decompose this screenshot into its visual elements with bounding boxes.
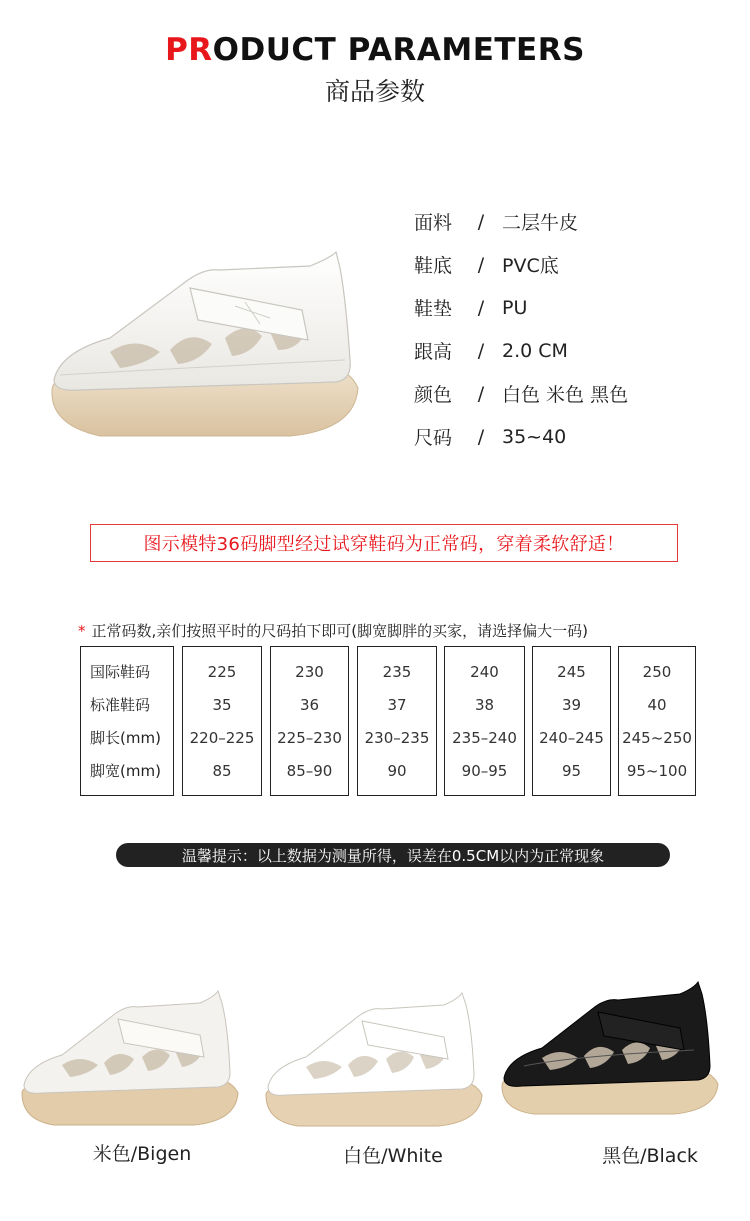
param-key: 鞋底: [414, 255, 453, 277]
param-row-size: [414, 415, 628, 458]
param-key: 跟高: [414, 341, 453, 363]
param-separator: /: [477, 425, 485, 448]
size-cell: 85–90: [286, 761, 333, 780]
size-cell: 40: [647, 695, 667, 714]
title-accent: PR: [165, 32, 213, 68]
variant-shoe-black-image: [494, 966, 724, 1116]
param-key: 鞋垫: [414, 298, 453, 320]
size-column-240: [444, 646, 525, 796]
size-cell: 95~100: [626, 761, 688, 780]
row-label: 标准鞋码: [90, 695, 151, 714]
size-cell: 225–230: [277, 728, 342, 747]
hero-shoe-image: [40, 240, 380, 450]
title-rest: ODUCT PARAMETERS: [212, 32, 585, 68]
param-value: PU: [502, 296, 528, 319]
row-label: 脚宽(mm): [90, 761, 161, 780]
page-title: [0, 32, 750, 68]
row-label: 脚长(mm): [90, 728, 161, 747]
param-separator: /: [477, 210, 485, 233]
size-column-245: [532, 646, 611, 796]
param-key: 尺码: [414, 427, 453, 449]
param-separator: /: [477, 382, 485, 405]
size-table-labels: [80, 646, 174, 796]
variant-label-black: 黑色/Black: [602, 1145, 698, 1167]
param-value: 白色 米色 黑色: [502, 384, 629, 406]
variant-label-white: 白色/White: [343, 1145, 443, 1167]
size-cell: 230: [295, 662, 324, 681]
size-note: [78, 620, 588, 641]
measurement-tip-banner: 温馨提示：以上数据为测量所得，误差在0.5CM以内为正常现象: [116, 843, 670, 867]
size-cell: 90–95: [461, 761, 508, 780]
size-column-230: [270, 646, 349, 796]
size-note-text: 正常码数,亲们按照平时的尺码拍下即可(脚宽脚胖的买家，请选择偏大一码): [91, 622, 588, 640]
param-row-color: [414, 372, 628, 415]
param-separator: /: [477, 339, 485, 362]
size-cell: 245~250: [622, 728, 692, 747]
param-row-heel-height: [414, 329, 628, 372]
param-separator: /: [477, 296, 485, 319]
variant-shoe-beige-image: [14, 985, 244, 1135]
size-cell: 245: [557, 662, 586, 681]
size-cell: 37: [387, 695, 407, 714]
param-value: 2.0 CM: [502, 339, 568, 362]
size-cell: 38: [474, 695, 495, 714]
size-cell: 85: [212, 761, 232, 780]
size-cell: 95: [561, 761, 582, 780]
param-separator: /: [477, 253, 485, 276]
size-cell: 240: [470, 662, 499, 681]
size-cell: 230–235: [364, 728, 430, 747]
asterisk-icon: *: [78, 622, 86, 640]
param-value: 二层牛皮: [502, 212, 579, 234]
param-row-material: [414, 200, 628, 243]
size-cell: 36: [299, 695, 320, 714]
param-key: 面料: [414, 212, 453, 234]
size-column-225: [182, 646, 262, 796]
size-cell: 240–245: [539, 728, 604, 747]
size-column-250: [618, 646, 696, 796]
size-cell: 250: [642, 662, 672, 681]
parameters-list: [414, 200, 628, 458]
fit-notice: 图示模特36码脚型经过试穿鞋码为正常码，穿着柔软舒适！: [90, 524, 678, 562]
size-column-235: [357, 646, 437, 796]
size-cell: 220–225: [189, 728, 255, 747]
variant-shoe-white-image: [258, 985, 488, 1135]
size-cell: 235–240: [452, 728, 517, 747]
size-cell: 235: [382, 662, 412, 681]
size-cell: 35: [212, 695, 232, 714]
param-row-insole: [414, 286, 628, 329]
size-cell: 90: [387, 761, 407, 780]
param-value: PVC底: [502, 255, 559, 277]
page-subtitle: 商品参数: [324, 77, 425, 106]
row-label: 国际鞋码: [90, 662, 151, 681]
param-key: 颜色: [414, 384, 453, 406]
param-row-sole: [414, 243, 628, 286]
variant-label-beige: 米色/Bigen: [92, 1143, 192, 1165]
param-value: 35~40: [502, 425, 567, 448]
size-cell: 39: [561, 695, 582, 714]
size-cell: 225: [207, 662, 237, 681]
